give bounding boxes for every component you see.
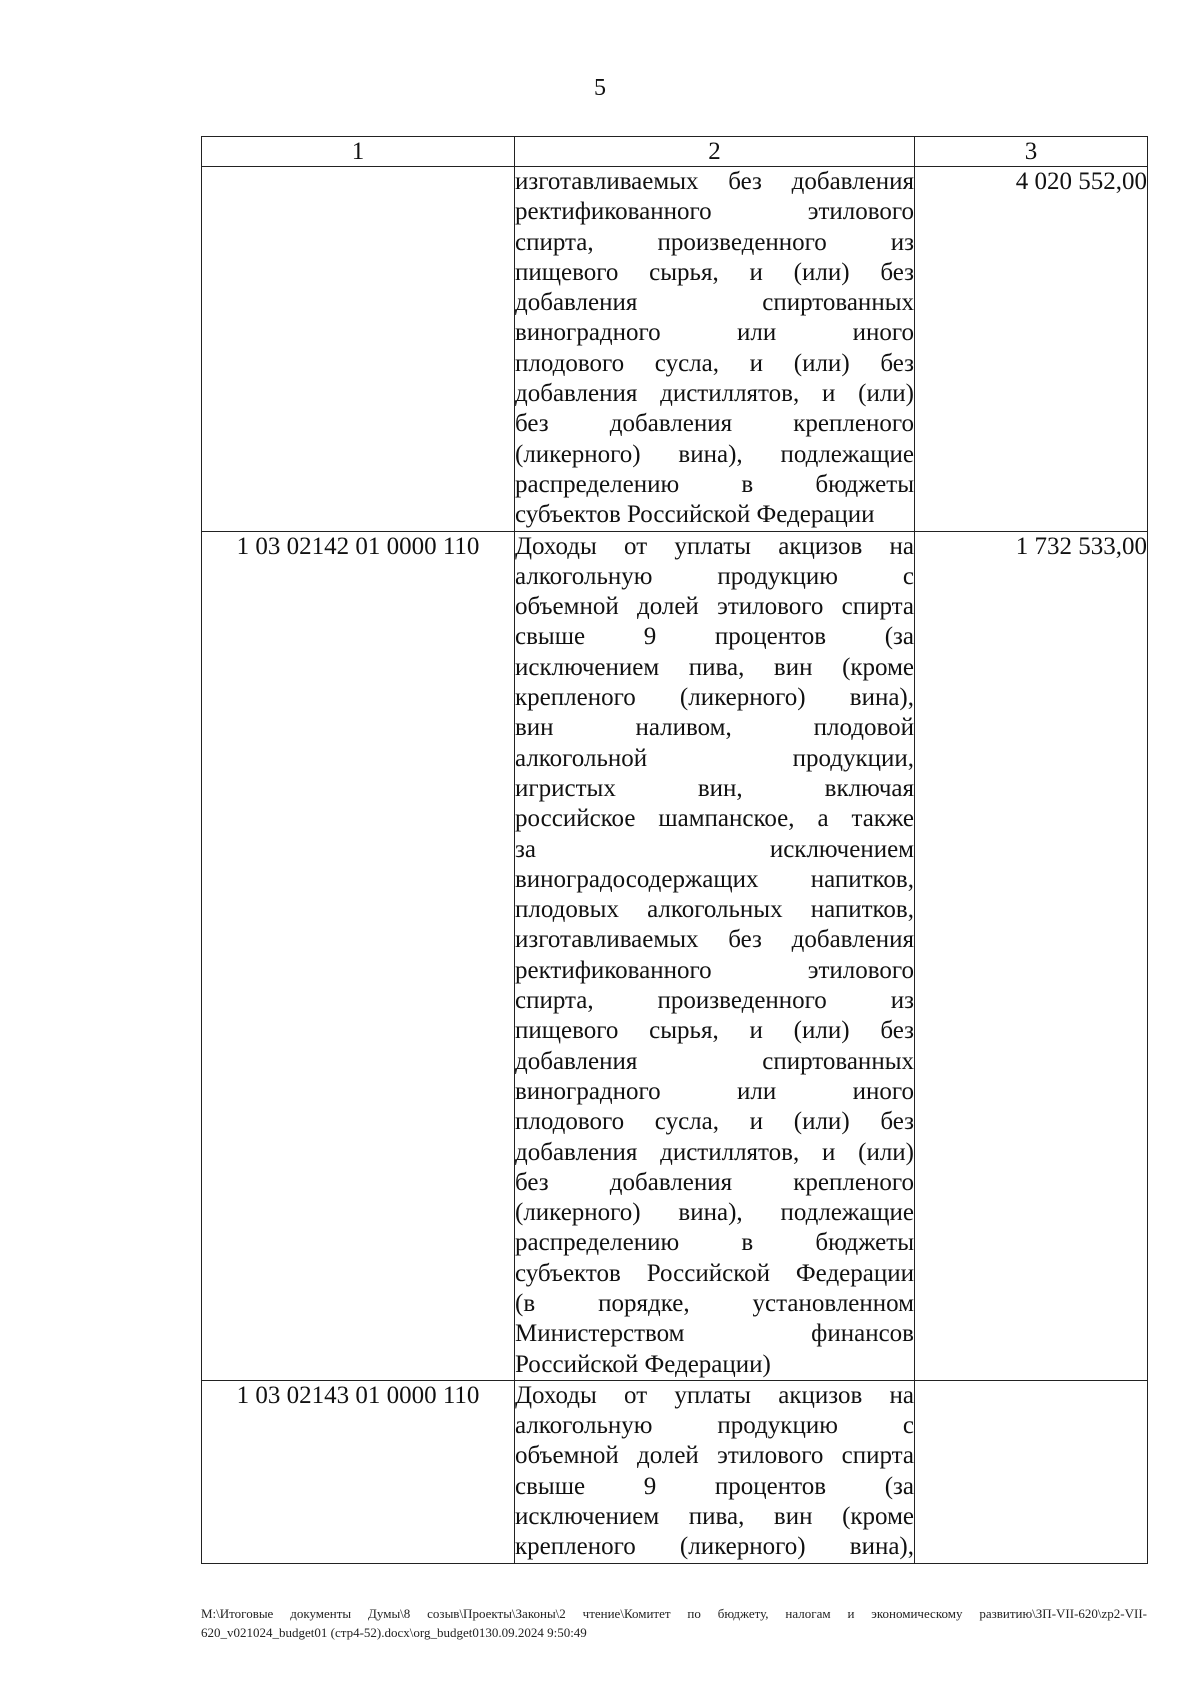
description-line: крепленого (ликерного) вина), xyxy=(515,1533,914,1561)
description-line: спирта, произведенного из xyxy=(515,228,914,256)
description-line: за исключением xyxy=(515,835,914,863)
description-line: пищевого сырья, и (или) без xyxy=(515,1017,914,1045)
table-header-row xyxy=(202,137,1148,167)
description-line: свыше 9 процентов (за xyxy=(515,623,914,651)
description-line: российское шампанское, а также xyxy=(515,805,914,833)
description-line: без добавления крепленого xyxy=(515,410,914,438)
description-line: алкогольную продукцию с xyxy=(515,562,914,590)
amount-value: 1 732 533,00 xyxy=(1015,532,1147,560)
description-line: объемной долей этилового спирта xyxy=(515,1442,914,1470)
description-line: виноградного или иного xyxy=(515,319,914,347)
description-line: свыше 9 процентов (за xyxy=(515,1472,914,1500)
description-line: вин наливом, плодовой xyxy=(515,714,914,742)
budget-code-cell xyxy=(202,167,515,532)
description-line: плодового сусла, и (или) без xyxy=(515,349,914,377)
table-row xyxy=(202,1380,1148,1563)
budget-code-cell: 1 03 02143 01 0000 110 xyxy=(202,1380,515,1563)
description-line: исключением пива, вин (кроме xyxy=(515,1503,914,1531)
budget-table xyxy=(201,136,1148,1564)
amount-value: 4 020 552,00 xyxy=(1015,168,1147,195)
description-line: плодовых алкогольных напитков, xyxy=(515,896,914,924)
description-line: распределению в бюджеты xyxy=(515,470,914,498)
budget-code-cell: 1 03 02142 01 0000 110 xyxy=(202,531,515,1380)
description-line: алкогольной продукции, xyxy=(515,744,914,772)
description-line: крепленого (ликерного) вина), xyxy=(515,684,914,712)
description-line: исключением пива, вин (кроме xyxy=(515,653,914,681)
description-line: плодового сусла, и (или) без xyxy=(515,1108,914,1136)
description-line: (в порядке, установленном xyxy=(515,1289,914,1317)
description-line: Министерством финансов xyxy=(515,1320,914,1348)
page-number: 5 xyxy=(594,75,606,101)
description-line: спирта, произведенного из xyxy=(515,987,914,1015)
description-line: ректификованного этилового xyxy=(515,198,914,226)
table-row xyxy=(202,531,1148,1380)
description-line: виноградосодержащих напитков, xyxy=(515,865,914,893)
amount-cell xyxy=(915,167,1148,532)
description-line: Доходы от уплаты акцизов на xyxy=(515,532,914,560)
description-line: без добавления крепленого xyxy=(515,1168,914,1196)
amount-cell xyxy=(915,531,1148,1380)
description-cell xyxy=(515,531,915,1380)
amount-cell xyxy=(915,1380,1148,1563)
description-line: субъектов Российской Федерации xyxy=(515,501,875,529)
description-line: субъектов Российской Федерации xyxy=(515,1259,914,1287)
description-line: алкогольную продукцию с xyxy=(515,1412,914,1440)
description-line: Доходы от уплаты акцизов на xyxy=(515,1381,914,1409)
description-line: добавления дистиллятов, и (или) xyxy=(515,380,914,408)
description-line: добавления спиртованных xyxy=(515,289,914,317)
description-line: Российской Федерации) xyxy=(515,1350,771,1378)
file-path-footer xyxy=(201,1604,1147,1642)
description-line: объемной долей этилового спирта xyxy=(515,593,914,621)
description-line: ректификованного этилового xyxy=(515,956,914,984)
description-cell xyxy=(515,167,915,532)
footer-line-1: M:\Итоговые документы Думы\8 созыв\Проекты\Законы\2 чтение\Комитет по бюджету, налогам и экономическому развитию\ЗП-VII-620\zp2-VII- xyxy=(201,1606,1147,1621)
description-line: виноградного или иного xyxy=(515,1077,914,1105)
description-line: распределению в бюджеты xyxy=(515,1229,914,1257)
description-line: пищевого сырья, и (или) без xyxy=(515,258,914,286)
description-line: добавления дистиллятов, и (или) xyxy=(515,1138,914,1166)
column-header-3: 3 xyxy=(915,137,1148,167)
description-line: (ликерного) вина), подлежащие xyxy=(515,1199,914,1227)
footer-line-2: 620_v021024_budget01 (стр4-52).docx\org_budget0130.09.2024 9:50:49 xyxy=(201,1625,587,1640)
description-line: игристых вин, включая xyxy=(515,774,914,802)
description-line: добавления спиртованных xyxy=(515,1047,914,1075)
column-header-1: 1 xyxy=(202,137,515,167)
description-cell xyxy=(515,1380,915,1563)
description-line: изготавливаемых без добавления xyxy=(515,168,914,195)
column-header-2: 2 xyxy=(515,137,915,167)
description-line: (ликерного) вина), подлежащие xyxy=(515,440,914,468)
table-row xyxy=(202,167,1148,532)
description-line: изготавливаемых без добавления xyxy=(515,926,914,954)
